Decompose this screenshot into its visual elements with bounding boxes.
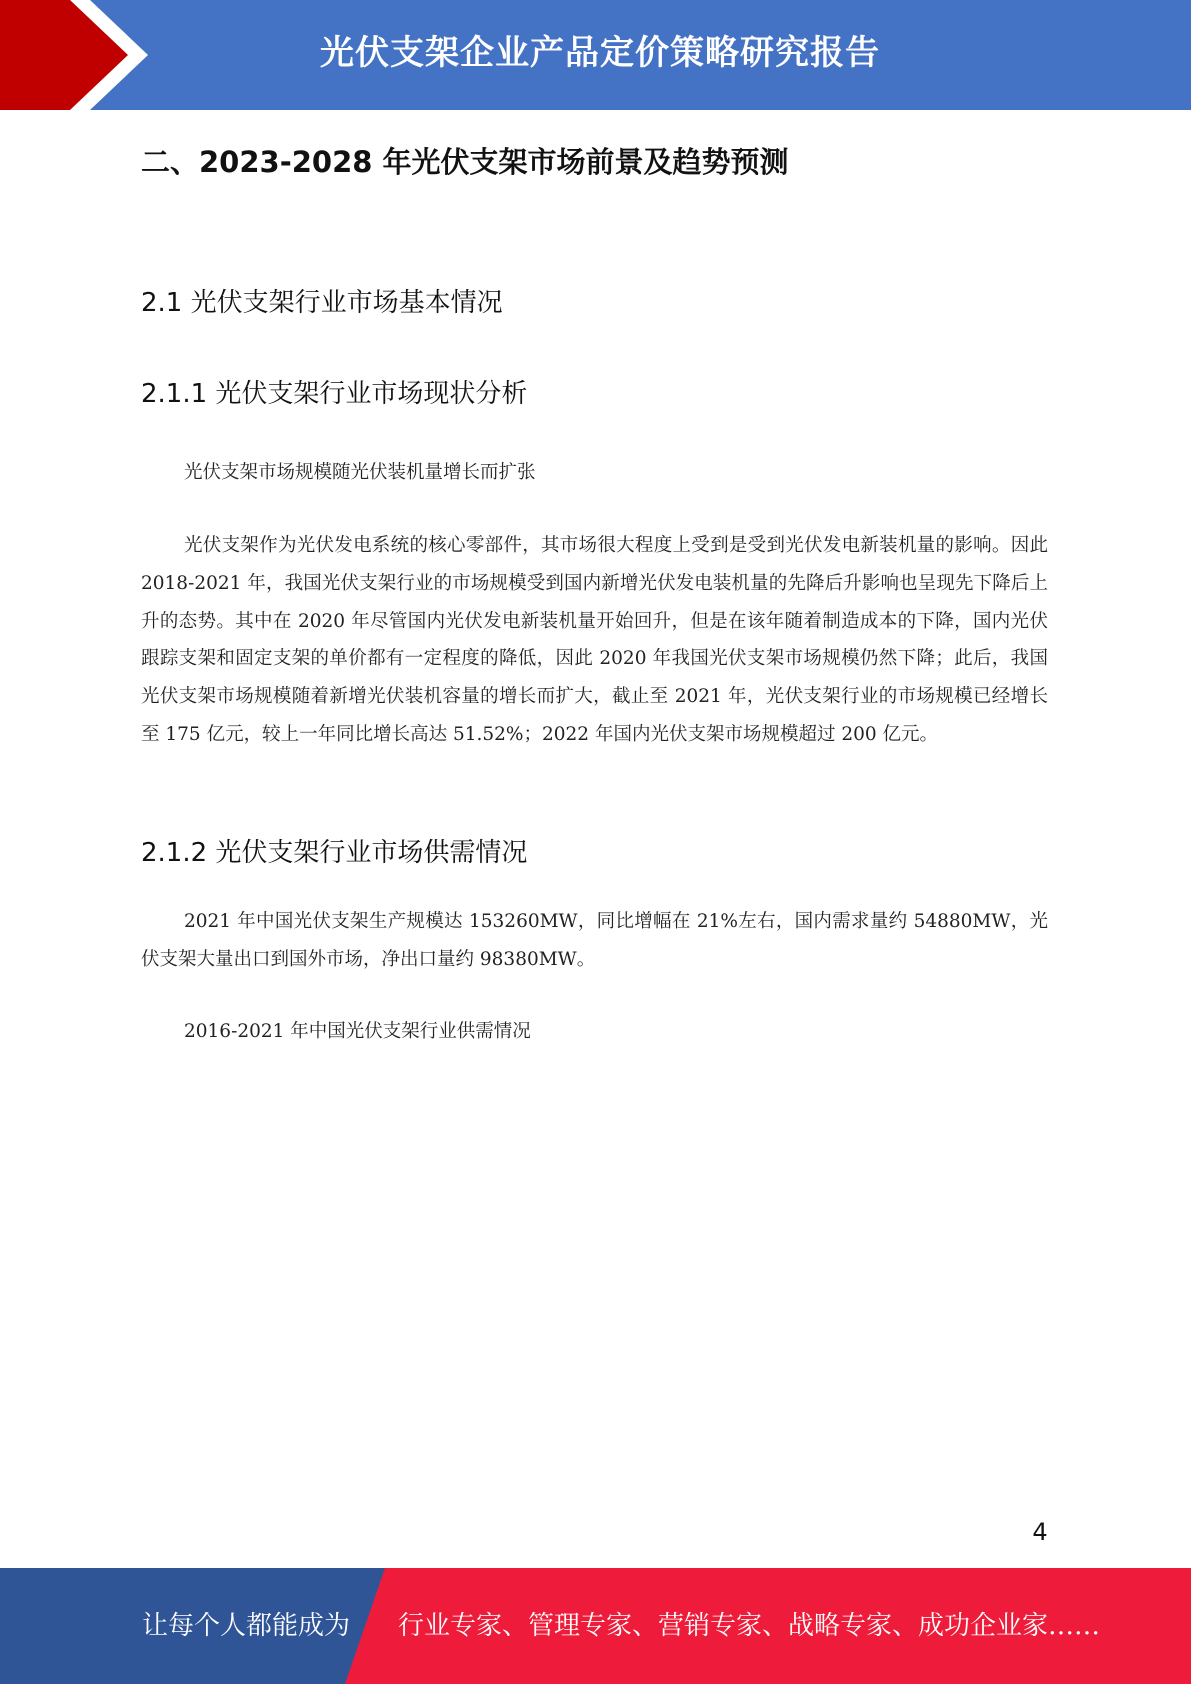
section-heading-2-1-1: 2.1.1 光伏支架行业市场现状分析 <box>141 379 528 409</box>
paragraph-supply-demand: 2021 年中国光伏支架生产规模达 153260MW，同比增幅在 21%左右，国内需求量约 54880MW，光伏支架大量出口到国外市场，净出口量约 98380MW。 <box>141 911 1048 970</box>
chevron-arrow-icon <box>0 0 160 110</box>
page-number: 4 <box>1032 1518 1048 1546</box>
footer-slogan-right: 行业专家、管理专家、营销专家、战略专家、成功企业家…… <box>398 1611 1101 1641</box>
report-title: 光伏支架企业产品定价策略研究报告 <box>320 33 880 73</box>
caption-supply-demand-chart: 2016-2021 年中国光伏支架行业供需情况 <box>184 1021 531 1042</box>
footer-slogan-left: 让每个人都能成为 <box>142 1611 351 1641</box>
section-heading-2-1: 2.1 光伏支架行业市场基本情况 <box>141 288 503 318</box>
footer-banner <box>0 1568 1191 1684</box>
section-heading-2-1-2: 2.1.2 光伏支架行业市场供需情况 <box>141 838 528 868</box>
header-banner <box>0 0 1191 110</box>
caption-market-size: 光伏支架市场规模随光伏装机量增长而扩张 <box>184 462 536 483</box>
paragraph-market-status: 光伏支架作为光伏发电系统的核心零部件，其市场很大程度上受到是受到光伏发电新装机量的影响。因此 2018-2021 年，我国光伏支架行业的市场规模受到国内新增光伏发电装机量的先降后升影响也呈现先下降后上升的态势。其中在 2020 年尽管国内光伏发电新装机量开始回升，但是在该年随着制造成本的下降，国内光伏跟踪支架和固定支架的单价都有一定程度的降低，因此 2020 年我国光伏支架市场规模仍然下降；此后，我国光伏支架市场规模随着新增光伏装机容量的增长而扩大，截止至 2021 年，光伏支架行业的市场规模已经增长至 175 亿元，较上一年同比增长高达 51.52%；2022 年国内光伏支架市场规模超过 200 亿元。 <box>141 535 1048 745</box>
chapter-heading: 二、2023-2028 年光伏支架市场前景及趋势预测 <box>141 145 789 179</box>
